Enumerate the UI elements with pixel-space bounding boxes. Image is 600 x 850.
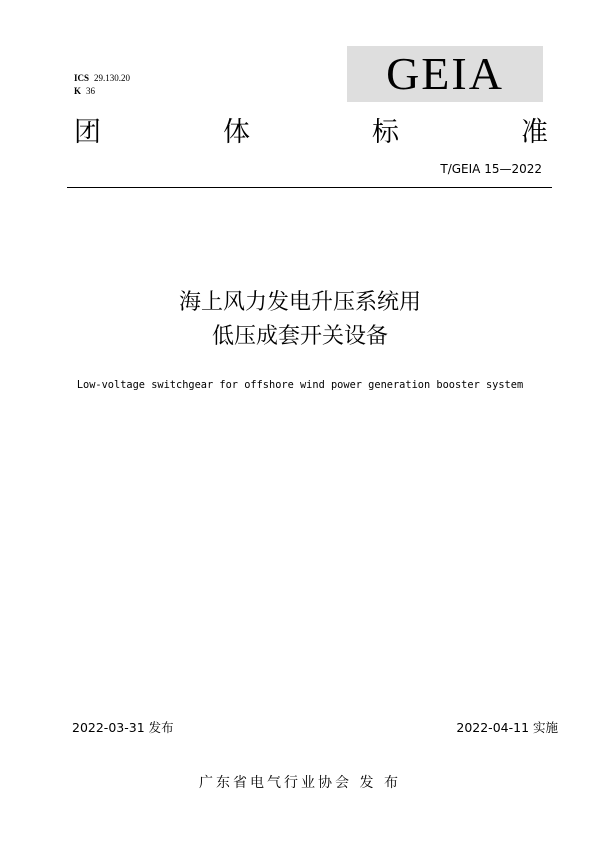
standard-type-char-4: 准 (521, 117, 548, 148)
ics-label: ICS (74, 73, 90, 83)
standard-number: T/GEIA 15—2022 (440, 162, 542, 176)
standard-type-char-1: 团 (74, 117, 101, 148)
ics-code: 29.130.20 (94, 73, 131, 83)
title-english: Low-voltage switchgear for offshore wind power generation booster system (76, 379, 524, 391)
ccs-label: K (74, 86, 82, 96)
standard-type-heading (74, 116, 548, 150)
header-divider (67, 187, 552, 188)
title-cn-line-2: 低压成套开关设备 (211, 324, 388, 349)
implementation-date: 2022-04-11 实施 (456, 720, 558, 735)
publisher: 广东省电气行业协会 发 布 (199, 775, 401, 791)
issue-date: 2022-03-31 发布 (72, 720, 174, 735)
geia-logo (347, 46, 543, 102)
standard-type-char-3: 标 (372, 117, 399, 148)
ccs-line (74, 85, 130, 98)
ics-line (74, 72, 130, 85)
title-cn-line-1: 海上风力发电升压系统用 (178, 290, 421, 315)
logo-text: GEIA (386, 48, 504, 99)
classification-codes (74, 72, 130, 98)
ccs-code: 36 (86, 86, 96, 96)
standard-type-char-2: 体 (223, 117, 250, 148)
title-chinese (0, 286, 600, 354)
